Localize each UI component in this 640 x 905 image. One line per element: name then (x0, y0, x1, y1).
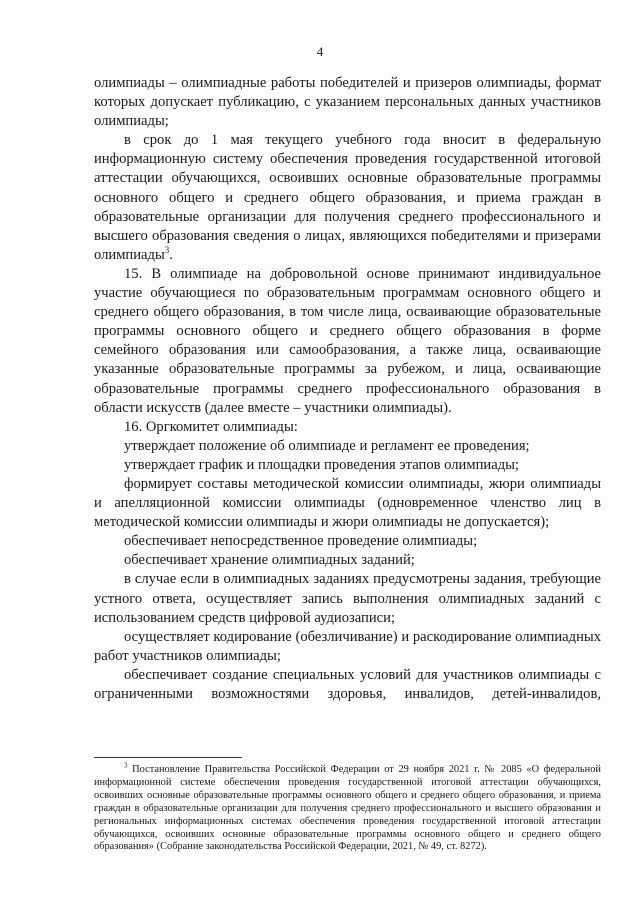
page-number: 4 (316, 44, 324, 59)
paragraph (94, 131, 601, 265)
footnote-mark: 3 (124, 761, 128, 770)
footnote-reference[interactable]: 3 (164, 244, 170, 255)
paragraph: 15. В олимпиаде на добровольной основе принимают индивидуальное участие обучающиеся по образовательным программам основного общего и среднего общего образования, в том числе лица, осваивающие образовательные программы основного общего и среднего общего образования в форме семейного образования или самообразования, а также лица, осваивающие указанные образовательные программы за рубежом, и лица, осваивающие образовательные программы среднего профессионального образования в области искусств (далее вместе – участники олимпиады). (94, 265, 601, 416)
paragraph: осуществляет кодирование (обезличивание) и раскодирование олимпиадных работ участников олимпиады; (94, 628, 601, 664)
paragraph-text: в срок до 1 мая текущего учебного года вносит в федеральную информационную систему обеспечения проведения государственной итоговой аттестации обучающихся, освоивших основные образовательные программы основного общего и среднего общего образования, и приема граждан в образовательные организации для получения среднего профессионального и высшего образования сведения о лицах, являющихся победителями и призерами олимпиады (94, 132, 601, 263)
paragraph: обеспечивает создание специальных условий для участников олимпиады с ограниченными возможностями здоровья, инвалидов, детей-инвалидов, (94, 666, 601, 702)
footnote (94, 761, 601, 854)
paragraph: обеспечивает непосредственное проведение олимпиады; (124, 533, 478, 550)
paragraph-text-end: . (169, 246, 173, 263)
footnote-divider (94, 757, 242, 758)
paragraph: обеспечивает хранение олимпиадных заданий; (124, 552, 415, 569)
body-text (94, 74, 601, 704)
paragraph: утверждает положение об олимпиаде и регламент ее проведения; (124, 437, 530, 454)
paragraph: в случае если в олимпиадных заданиях предусмотрены задания, требующие устного ответа, осуществляет запись выполнения олимпиадных заданий с использованием средств цифровой аудиозаписи; (94, 571, 601, 626)
paragraph: олимпиады – олимпиадные работы победителей и призеров олимпиады, формат которых допускает публикацию, с указанием персональных данных участников олимпиады; (94, 75, 601, 130)
paragraph: 16. Оргкомитет олимпиады: (124, 418, 298, 435)
paragraph: утверждает график и площадки проведения этапов олимпиады; (124, 456, 519, 473)
footnote-text: Постановление Правительства Российской Федерации от 29 ноября 2021 г. № 2085 «О федеральной информационной системе обеспечения проведения государственной итоговой аттестации обучающихся, освоивших основные образовательные программы основного общего и среднего общего образования, и приема граждан в образовательные организации для получения среднего профессионального и высшего образования и региональных информационных системах обеспечения проведения государственной итоговой аттестации обучающихся, освоивших основные образовательные программы основного общего и среднего общего образования» (Собрание законодательства Российской Федерации, 2021, № 49, ст. 8272). (94, 764, 601, 853)
paragraph: формирует составы методической комиссии олимпиады, жюри олимпиады и апелляционной комиссии олимпиады (одновременное членство лиц в методической комиссии олимпиады и жюри олимпиады не допускается); (94, 475, 601, 531)
